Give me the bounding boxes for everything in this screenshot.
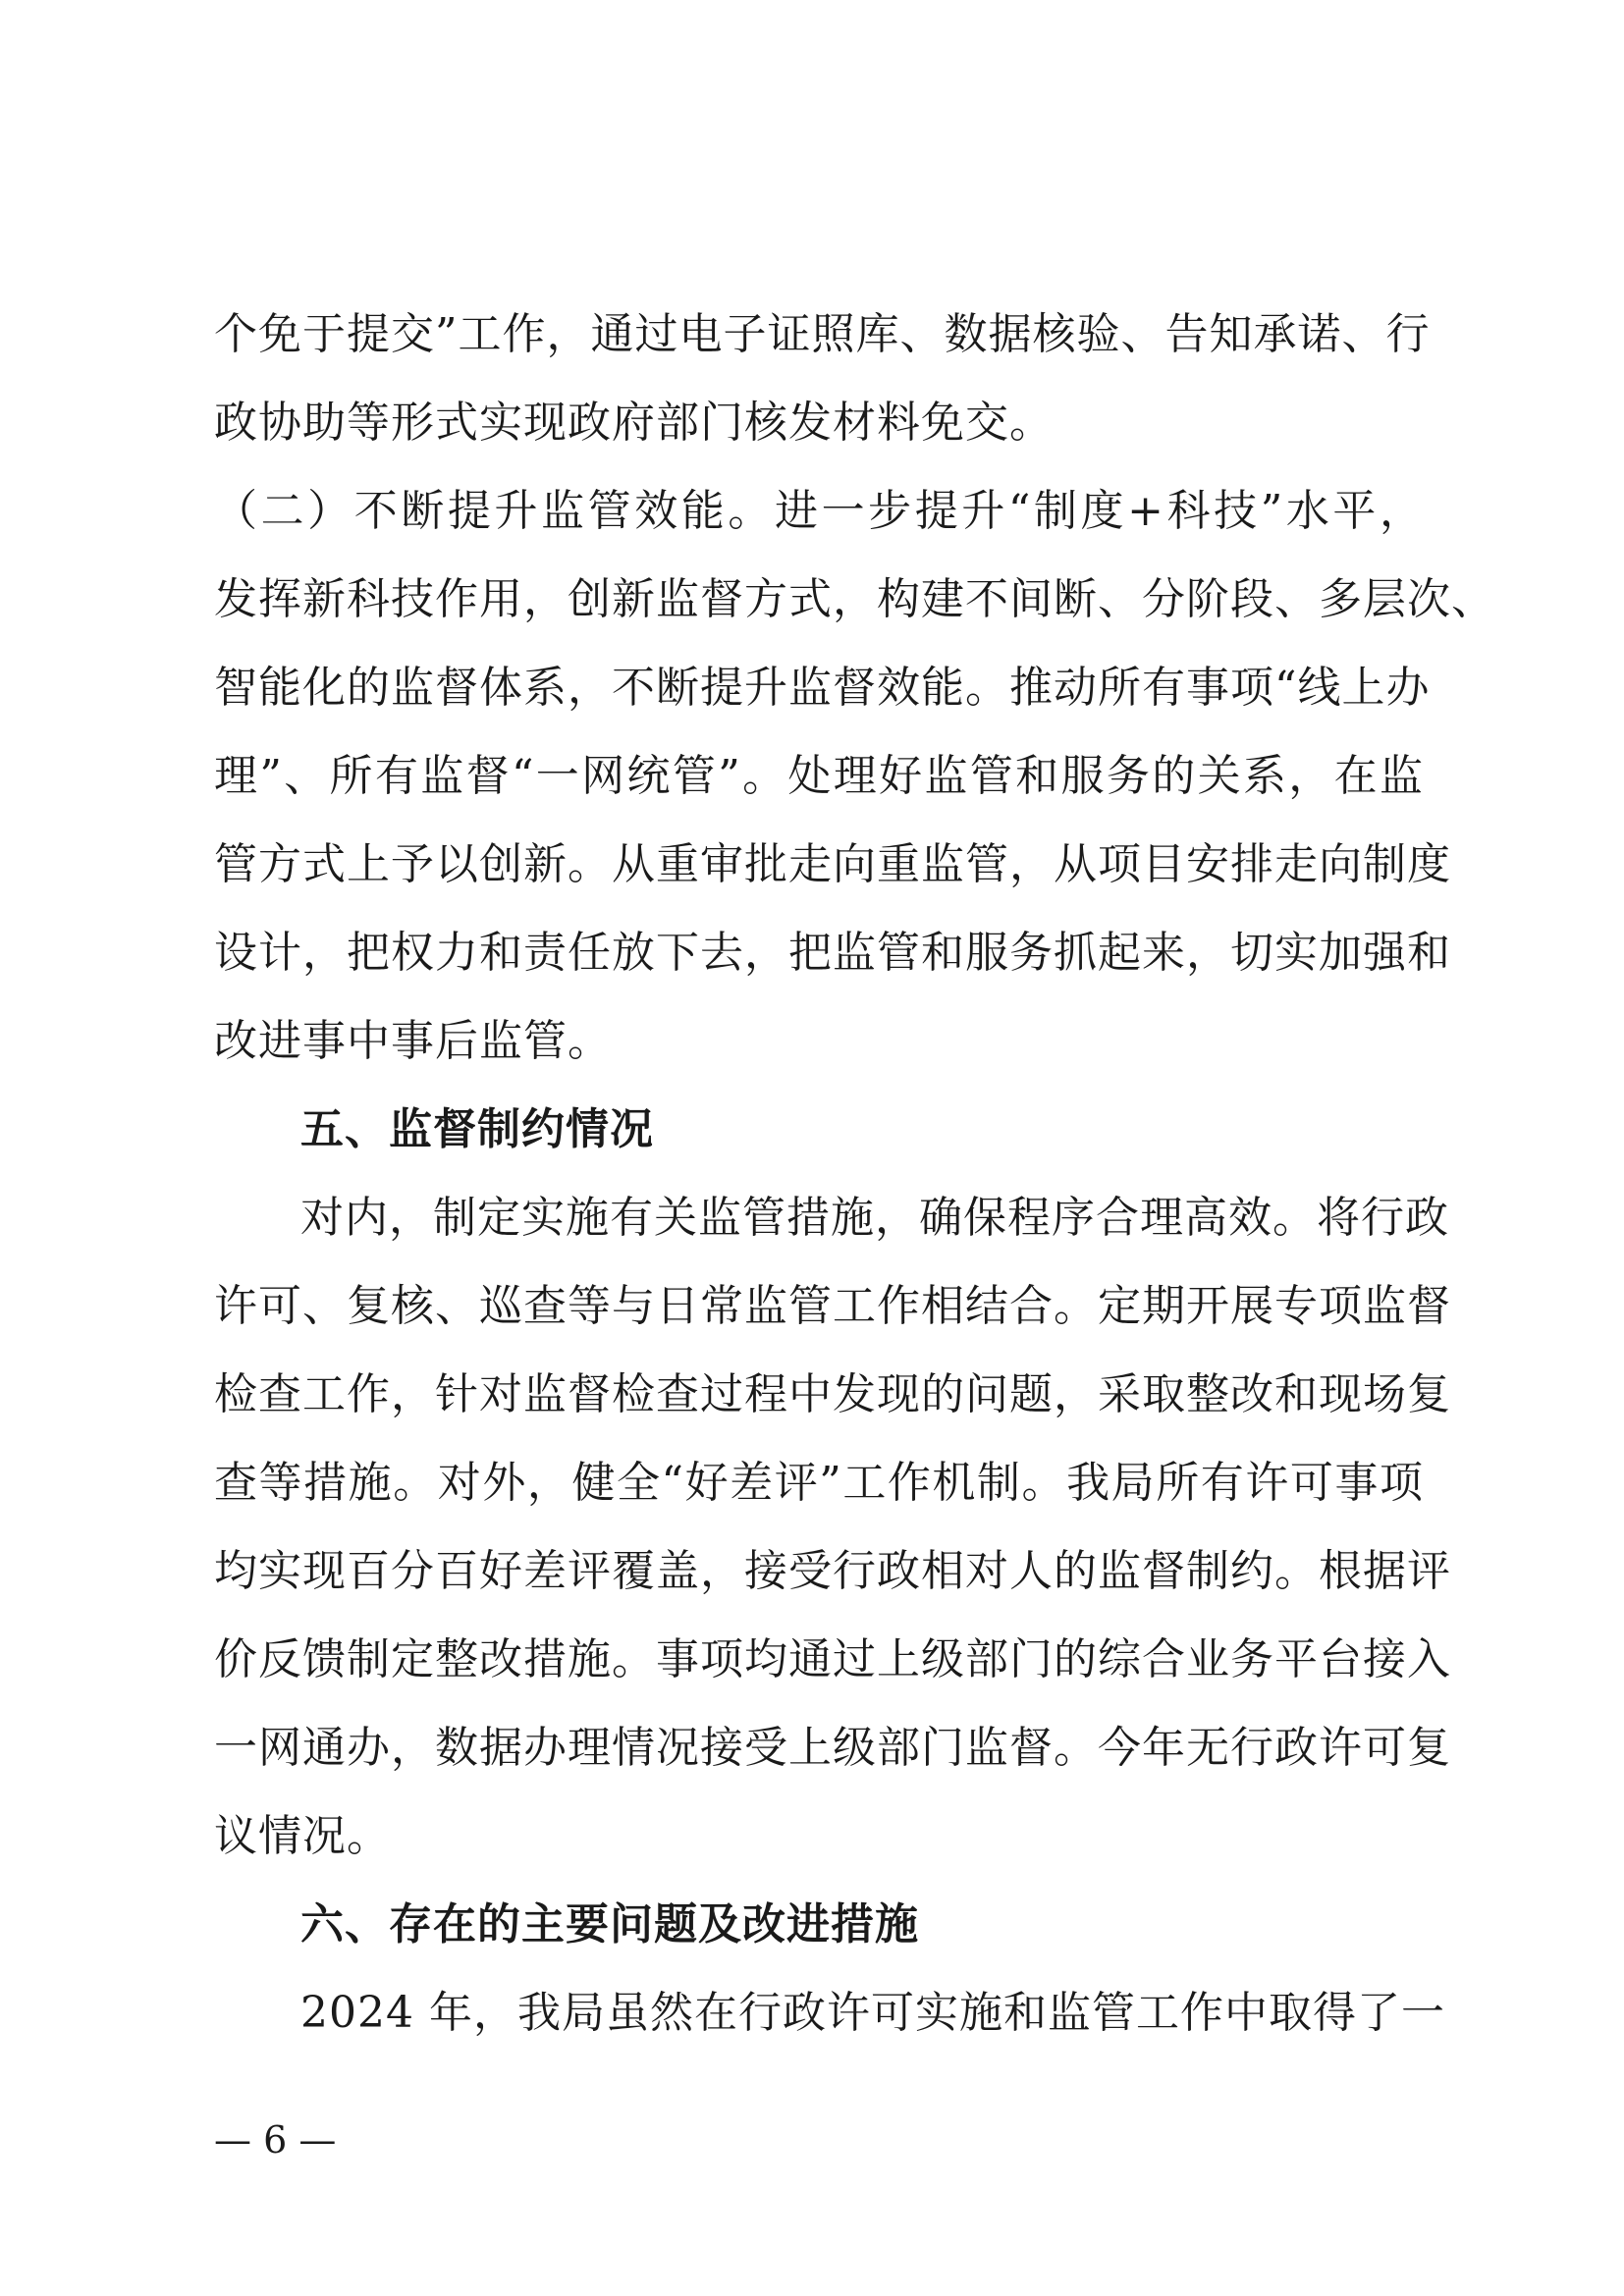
section-subheading-line: （二）不断提升监管效能。进一步提升“制度+科技”水平， xyxy=(214,486,1424,536)
section-heading: 五、监督制约情况 xyxy=(300,1104,654,1154)
body-text-line: 改进事中事后监管。 xyxy=(214,1016,612,1066)
body-text-line: 政协助等形式实现政府部门核发材料免交。 xyxy=(214,398,1054,448)
body-text-line: 理”、所有监督“一网统管”。处理好监管和服务的关系，在监 xyxy=(214,751,1424,801)
body-text-line: 个免于提交”工作，通过电子证照库、数据核验、告知承诺、行 xyxy=(214,309,1431,359)
page-number: — 6 — xyxy=(214,2118,337,2162)
body-text-line: 一网通办，数据办理情况接受上级部门监督。今年无行政许可复 xyxy=(214,1723,1451,1773)
body-text-line: 发挥新科技作用，创新监督方式，构建不间断、分阶段、多层次、 xyxy=(214,574,1495,624)
body-text-line: 对内，制定实施有关监管措施，确保程序合理高效。将行政 xyxy=(300,1193,1449,1243)
body-text-line: 查等措施。对外，健全“好差评”工作机制。我局所有许可事项 xyxy=(214,1458,1424,1508)
body-text-line: 2024 年，我局虽然在行政许可实施和监管工作中取得了一 xyxy=(300,1988,1445,2038)
section-heading: 六、存在的主要问题及改进措施 xyxy=(300,1899,919,1949)
body-text-line: 智能化的监督体系，不断提升监督效能。推动所有事项“线上办 xyxy=(214,663,1431,713)
body-text-line: 检查工作，针对监督检查过程中发现的问题，采取整改和现场复 xyxy=(214,1369,1451,1419)
body-text-line: 议情况。 xyxy=(214,1811,391,1861)
body-text-line: 管方式上予以创新。从重审批走向重监管，从项目安排走向制度 xyxy=(214,839,1451,889)
body-text-line: 均实现百分百好差评覆盖，接受行政相对人的监督制约。根据评 xyxy=(214,1546,1451,1596)
body-text-line: 价反馈制定整改措施。事项均通过上级部门的综合业务平台接入 xyxy=(214,1634,1451,1684)
body-text-line: 设计，把权力和责任放下去，把监管和服务抓起来，切实加强和 xyxy=(214,928,1451,978)
body-text-line: 许可、复核、巡查等与日常监管工作相结合。定期开展专项监督 xyxy=(214,1281,1451,1331)
